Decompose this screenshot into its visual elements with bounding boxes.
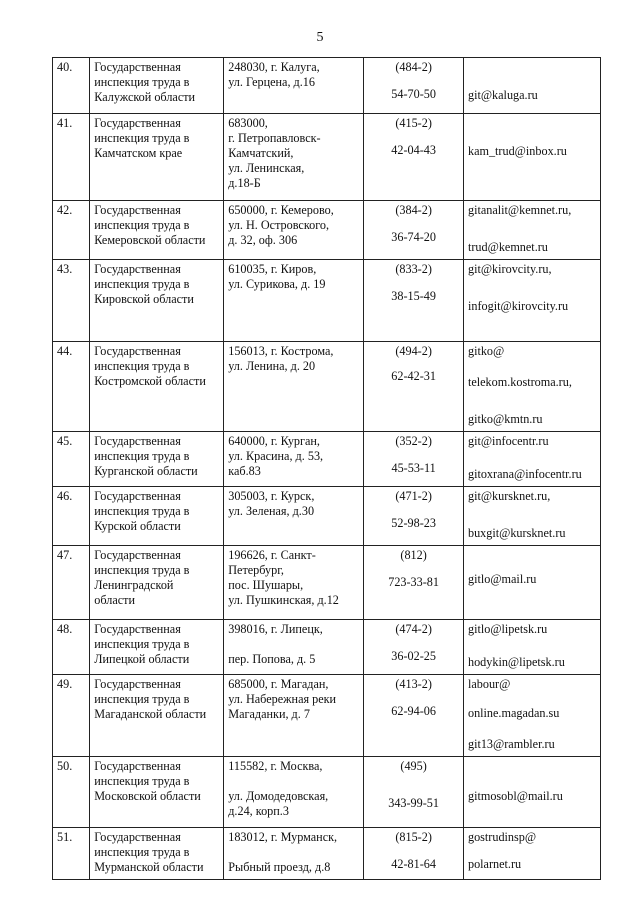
phone-number: 42-81-64 <box>391 857 436 871</box>
phone-cell <box>364 342 464 432</box>
row-number: 40. <box>57 60 73 74</box>
inspection-name-cell <box>90 675 224 757</box>
phone-number: 52-98-23 <box>391 516 436 530</box>
row-number: 46. <box>57 489 73 503</box>
address-cell <box>224 620 364 675</box>
table-row <box>53 114 601 201</box>
phone-number: 36-02-25 <box>391 649 436 663</box>
phone-number: 36-74-20 <box>391 230 436 244</box>
email-address[interactable]: git@kursknet.ru, <box>467 489 551 503</box>
inspection-name-cell <box>90 58 224 114</box>
phone-cell <box>364 114 464 201</box>
email-address[interactable]: git13@rambler.ru <box>467 737 555 751</box>
email-cell <box>463 114 600 201</box>
email-cell <box>463 58 600 114</box>
inspection-name: Государственная инспекция труда в Калужской области <box>94 60 196 104</box>
inspection-name: Государственная инспекция труда в Мурманской области <box>94 830 204 874</box>
row-number-cell <box>53 58 90 114</box>
inspection-name-cell <box>90 342 224 432</box>
row-number: 51. <box>57 830 73 844</box>
phone-area-code: (471-2) <box>395 489 432 503</box>
postal-address: 196626, г. Санкт- Петербург, пос. Шушары, ул. Пушкинская, д.12 <box>228 548 339 607</box>
phone-area-code: (833-2) <box>395 262 432 276</box>
row-number-cell <box>53 757 90 828</box>
inspection-name: Государственная инспекция труда в Костромской области <box>94 344 206 388</box>
email-cell <box>463 620 600 675</box>
postal-address: 685000, г. Магадан, ул. Набережная реки Магаданки, д. 7 <box>228 677 337 721</box>
inspection-name: Государственная инспекция труда в Курской области <box>94 489 190 533</box>
email-cell <box>463 432 600 487</box>
inspection-name-cell <box>90 260 224 342</box>
postal-address: 156013, г. Кострома, ул. Ленина, д. 20 <box>228 344 334 373</box>
phone-number: 62-42-31 <box>391 369 436 383</box>
phone-number: 54-70-50 <box>391 87 436 101</box>
email-address[interactable]: hodykin@lipetsk.ru <box>467 655 565 669</box>
inspection-name-cell <box>90 620 224 675</box>
phone-area-code: (812) <box>400 548 427 562</box>
postal-address: 610035, г. Киров, ул. Сурикова, д. 19 <box>228 262 326 291</box>
row-number-cell <box>53 487 90 546</box>
inspection-name-cell <box>90 201 224 260</box>
email-address[interactable]: gitmosobl@mail.ru <box>467 789 563 803</box>
inspection-name: Государственная инспекция труда в Липецкой области <box>94 622 190 666</box>
address-cell <box>224 260 364 342</box>
inspection-name: Государственная инспекция труда в Магаданской области <box>94 677 207 721</box>
phone-cell <box>364 487 464 546</box>
table-row <box>53 828 601 880</box>
phone-cell <box>364 757 464 828</box>
table-row <box>53 260 601 342</box>
inspection-contacts-table <box>52 57 601 880</box>
email-cell <box>463 342 600 432</box>
email-address[interactable]: git@infocentr.ru <box>467 434 549 448</box>
row-number-cell <box>53 675 90 757</box>
email-address[interactable]: gitanalit@kemnet.ru, <box>467 203 572 217</box>
postal-address: 115582, г. Москва, ул. Домодедовская, д.24, корп.3 <box>228 759 329 818</box>
phone-area-code: (415-2) <box>395 116 432 130</box>
table-row <box>53 675 601 757</box>
phone-area-code: (484-2) <box>395 60 432 74</box>
inspection-name-cell <box>90 828 224 880</box>
inspection-name-cell <box>90 432 224 487</box>
phone-area-code: (815-2) <box>395 830 432 844</box>
phone-area-code: (474-2) <box>395 622 432 636</box>
email-cell <box>463 757 600 828</box>
phone-cell <box>364 58 464 114</box>
phone-area-code: (352-2) <box>395 434 432 448</box>
table-row <box>53 546 601 620</box>
phone-cell <box>364 828 464 880</box>
phone-cell <box>364 675 464 757</box>
row-number-cell <box>53 201 90 260</box>
postal-address: 183012, г. Мурманск, Рыбный проезд, д.8 <box>228 830 338 874</box>
row-number-cell <box>53 260 90 342</box>
postal-address: 650000, г. Кемерово, ул. Н. Островского, д. 32, оф. 306 <box>228 203 334 247</box>
email-address[interactable]: infogit@kirovcity.ru <box>467 299 569 313</box>
inspection-name: Государственная инспекция труда в Курганской области <box>94 434 198 478</box>
email-cell <box>463 201 600 260</box>
row-number-cell <box>53 432 90 487</box>
phone-area-code: (413-2) <box>395 677 432 691</box>
table-row <box>53 487 601 546</box>
row-number: 49. <box>57 677 73 691</box>
email-address[interactable]: buxgit@kursknet.ru <box>467 526 566 540</box>
row-number-cell <box>53 620 90 675</box>
inspection-name: Государственная инспекция труда в Ленинградской области <box>94 548 190 607</box>
row-number-cell <box>53 546 90 620</box>
phone-cell <box>364 546 464 620</box>
row-number: 42. <box>57 203 73 217</box>
row-number-cell <box>53 114 90 201</box>
address-cell <box>224 546 364 620</box>
phone-area-code: (384-2) <box>395 203 432 217</box>
email-cell <box>463 828 600 880</box>
postal-address: 248030, г. Калуга, ул. Герцена, д.16 <box>228 60 320 89</box>
email-address[interactable]: git@kirovcity.ru, <box>467 262 552 276</box>
row-number: 45. <box>57 434 73 448</box>
table-row <box>53 620 601 675</box>
table-row <box>53 757 601 828</box>
postal-address: 305003, г. Курск, ул. Зеленая, д.30 <box>228 489 315 518</box>
row-number: 47. <box>57 548 73 562</box>
address-cell <box>224 828 364 880</box>
phone-number: 38-15-49 <box>391 289 436 303</box>
address-cell <box>224 342 364 432</box>
phone-number: 343-99-51 <box>388 796 439 810</box>
row-number: 44. <box>57 344 73 358</box>
phone-area-code: (494-2) <box>395 344 432 358</box>
address-cell <box>224 675 364 757</box>
inspection-name: Государственная инспекция труда в Кемеровской области <box>94 203 206 247</box>
postal-address: 640000, г. Курган, ул. Красина, д. 53, каб.83 <box>228 434 324 478</box>
email-cell <box>463 260 600 342</box>
row-number-cell <box>53 828 90 880</box>
email-address[interactable]: gitlo@mail.ru <box>467 572 537 586</box>
email-address[interactable]: gitoxrana@infocentr.ru <box>467 467 582 481</box>
phone-area-code: (495) <box>400 759 427 773</box>
row-number: 41. <box>57 116 73 130</box>
address-cell <box>224 58 364 114</box>
phone-number: 45-53-11 <box>391 461 436 475</box>
email-address[interactable]: telekom.kostroma.ru, <box>467 375 572 389</box>
email-address[interactable]: gitko@kmtn.ru <box>467 412 543 426</box>
phone-number: 42-04-43 <box>391 143 436 157</box>
email-address[interactable]: trud@kemnet.ru <box>467 240 548 254</box>
phone-cell <box>364 260 464 342</box>
email-cell <box>463 546 600 620</box>
phone-number: 62-94-06 <box>391 704 436 718</box>
inspection-name: Государственная инспекция труда в Камчатском крае <box>94 116 190 160</box>
phone-cell <box>364 201 464 260</box>
email-address[interactable]: kam_trud@inbox.ru <box>467 144 567 158</box>
table-body <box>53 58 601 880</box>
table-row <box>53 201 601 260</box>
row-number: 43. <box>57 262 73 276</box>
inspection-name-cell <box>90 114 224 201</box>
table-row <box>53 58 601 114</box>
page-number: 5 <box>316 30 324 45</box>
inspection-name-cell <box>90 757 224 828</box>
phone-cell <box>364 432 464 487</box>
postal-address: 398016, г. Липецк, пер. Попова, д. 5 <box>228 622 323 666</box>
address-cell <box>224 201 364 260</box>
email-address[interactable]: online.magadan.su <box>467 706 560 720</box>
email-address[interactable]: gitko@ <box>467 344 505 358</box>
address-cell <box>224 432 364 487</box>
inspection-name: Государственная инспекция труда в Кировской области <box>94 262 194 306</box>
phone-number: 723-33-81 <box>388 575 439 589</box>
email-address[interactable]: gostrudinsp@ <box>467 830 537 844</box>
email-address[interactable]: git@kaluga.ru <box>467 88 538 102</box>
inspection-name-cell <box>90 546 224 620</box>
row-number-cell <box>53 342 90 432</box>
inspection-name: Государственная инспекция труда в Московской области <box>94 759 201 803</box>
email-address[interactable]: polarnet.ru <box>467 857 522 871</box>
row-number: 48. <box>57 622 73 636</box>
email-cell <box>463 487 600 546</box>
phone-cell <box>364 620 464 675</box>
table-row <box>53 342 601 432</box>
email-address[interactable]: labour@ <box>467 677 511 691</box>
address-cell <box>224 114 364 201</box>
email-address[interactable]: gitlo@lipetsk.ru <box>467 622 548 636</box>
email-cell <box>463 675 600 757</box>
postal-address: 683000, г. Петропавловск- Камчатский, ул. Ленинская, д.18-Б <box>228 116 321 190</box>
inspection-name-cell <box>90 487 224 546</box>
table-row <box>53 432 601 487</box>
address-cell <box>224 757 364 828</box>
address-cell <box>224 487 364 546</box>
row-number: 50. <box>57 759 73 773</box>
